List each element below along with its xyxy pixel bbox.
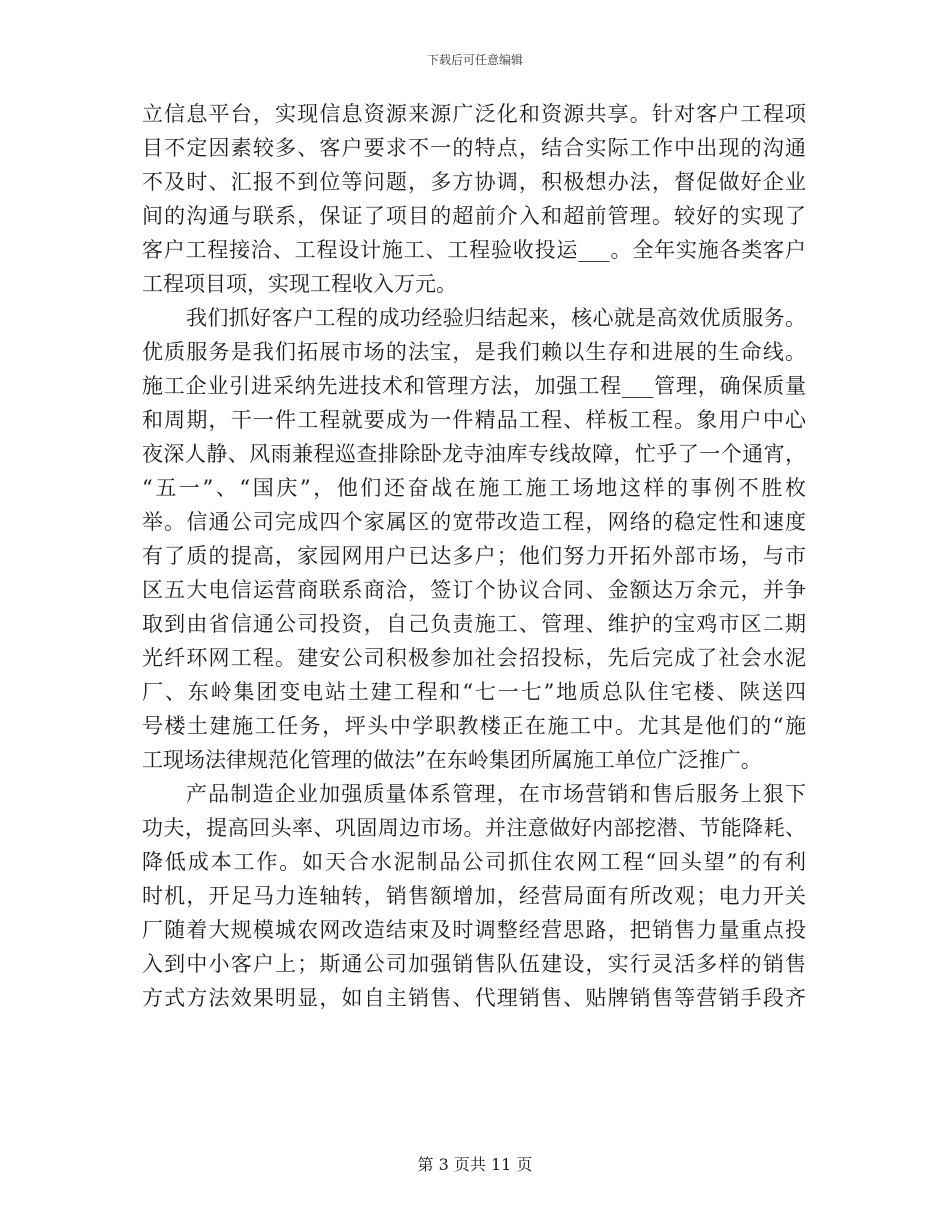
text-line: 和周期，干一件工程就要成为一件精品工程、样板工程。象用户中心 — [142, 408, 806, 432]
paragraph-first-line: 我们抓好客户工程的成功经验归结起来，核心就是高效优质服务。 — [186, 306, 806, 330]
text-line: “五一”、“国庆”，他们还奋战在施工施工场地这样的事例不胜枚 — [142, 476, 806, 500]
text-line: 号楼土建施工任务，坪头中学职教楼正在施工中。尤其是他们的“施 — [142, 714, 806, 738]
text-line: 入到中小客户上；斯通公司加强销售队伍建设，实行灵活多样的销售 — [142, 952, 806, 976]
text-line: 有了质的提高，家园网用户已达多户；他们努力开拓外部市场，与市 — [142, 544, 806, 568]
text-line: 间的沟通与联系，保证了项目的超前介入和超前管理。较好的实现了 — [142, 204, 806, 228]
text-line: 时机，开足马力连轴转，销售额增加，经营局面有所改观；电力开关 — [142, 884, 806, 908]
text-line: 区五大电信运营商联系商洽，签订个协议合同、金额达万余元，并争 — [142, 578, 806, 602]
text-line: 夜深人静、风雨兼程巡查排除卧龙寺油库专线故障，忙乎了一个通宵， — [142, 442, 806, 466]
text-line: 不及时、汇报不到位等问题，多方协调，积极想办法，督促做好企业 — [142, 170, 806, 194]
text-line: 目不定因素较多、客户要求不一的特点，结合实际工作中出现的沟通 — [142, 136, 806, 160]
text-line: 立信息平台，实现信息资源来源广泛化和资源共享。针对客户工程项 — [142, 102, 806, 126]
text-line: 光纤环网工程。建安公司积极参加社会招投标，先后完成了社会水泥 — [142, 646, 806, 670]
document-body — [142, 97, 806, 1015]
text-line: 客户工程接洽、工程设计施工、工程验收投运___。全年实施各类客户 — [142, 238, 806, 262]
page-number: 第 3 页共 11 页 — [417, 1155, 533, 1174]
text-line: 厂随着大规模城农网改造结束及时调整经营思路，把销售力量重点投 — [142, 918, 806, 942]
text-line: 功夫，提高回头率、巩固周边市场。并注意做好内部挖潜、节能降耗、 — [142, 816, 806, 840]
text-line: 施工企业引进采纳先进技术和管理方法，加强工程___管理，确保质量 — [142, 374, 806, 398]
text-line: 厂、东岭集团变电站土建工程和“七一七”地质总队住宅楼、陕送四 — [142, 680, 806, 704]
paragraph-first-line: 产品制造企业加强质量体系管理，在市场营销和售后服务上狠下 — [186, 782, 806, 806]
page-header: 下载后可任意编辑 — [426, 53, 523, 67]
text-line: 降低成本工作。如天合水泥制品公司抓住农网工程“回头望”的有利 — [142, 850, 806, 874]
text-line: 工现场法律规范化管理的做法”在东岭集团所属施工单位广泛推广。 — [142, 748, 762, 772]
text-line: 工程项目项，实现工程收入万元。 — [142, 272, 457, 296]
text-line: 优质服务是我们拓展市场的法宝，是我们赖以生存和进展的生命线。 — [142, 340, 806, 364]
text-line: 取到由省信通公司投资，自己负责施工、管理、维护的宝鸡市区二期 — [142, 612, 806, 636]
text-line: 方式方法效果明显，如自主销售、代理销售、贴牌销售等营销手段齐 — [142, 986, 806, 1010]
text-line: 举。信通公司完成四个家属区的宽带改造工程，网络的稳定性和速度 — [142, 510, 806, 534]
